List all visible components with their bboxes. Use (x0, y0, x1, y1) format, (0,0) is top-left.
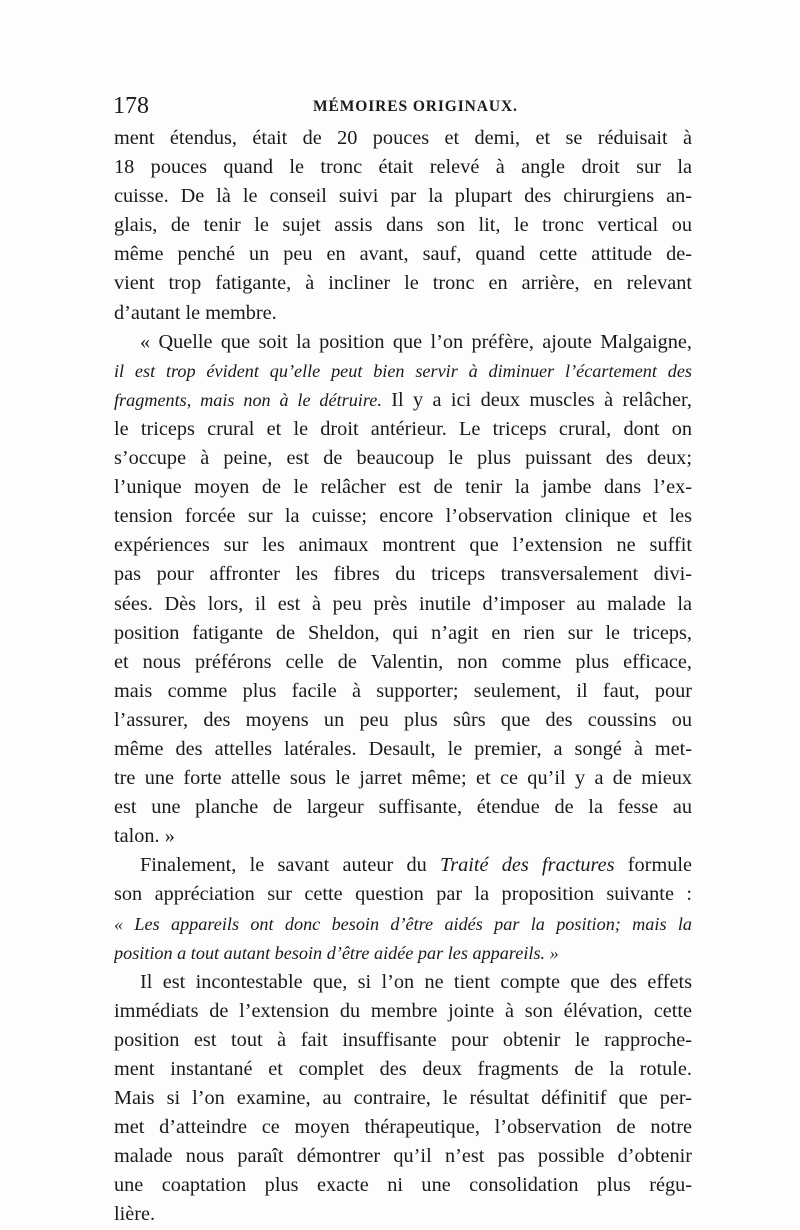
text-line: Il est incontestable que, si l’on ne tient compte que des effets (140, 970, 692, 993)
text-line: glais, de tenir le sujet assis dans son lit, le tronc vertical ou (114, 214, 692, 237)
text-span: Finalement, le savant auteur du (140, 854, 441, 877)
text-line: ment étendus, était de 20 pouces et demi, et se réduisait à (114, 127, 692, 149)
text-line: expériences sur les animaux montrent que l’extension ne suffit (114, 534, 692, 557)
text-line-italic (114, 357, 692, 386)
text-line: immédiats de l’extension du membre jointe à son élévation, cette (114, 999, 692, 1022)
text-line: d’autant le membre. (114, 301, 277, 324)
text-line: « Quelle que soit la position que l’on préfère, ajoute Malgaigne, (140, 330, 692, 353)
text-line: lière. (114, 1203, 156, 1226)
text-line: même des attelles latérales. Desault, le premier, a songé à met- (114, 737, 692, 760)
text-line-italic (114, 910, 692, 939)
text-line: talon. » (114, 825, 175, 848)
text-line: une coaptation plus exacte ni une consolidation plus régu- (114, 1174, 692, 1197)
page-header (113, 93, 696, 121)
text-span: Il y a ici deux muscles à relâcher, (381, 388, 692, 411)
quote-italic: position a tout autant besoin d’être aidée par les appareils. » (114, 942, 559, 963)
text-line: le triceps crural et le droit antérieur. Le triceps crural, dont on (114, 417, 692, 440)
page-number: 178 (113, 93, 149, 119)
text-line: est une planche de largeur suffisante, étendue de la fesse au (114, 796, 692, 819)
text-line: position fatigante de Sheldon, qui n’agit en rien sur le triceps, (114, 621, 692, 644)
text-line: met d’atteindre ce moyen thérapeutique, l’observation de notre (114, 1116, 692, 1139)
text-line: pas pour affronter les fibres du triceps transversalement divi- (114, 563, 692, 586)
text-line: sées. Dès lors, il est à peu près inutile d’imposer au malade la (114, 592, 692, 615)
text-line: et nous préférons celle de Valentin, non comme plus efficace, (114, 650, 692, 673)
text-line: l’assurer, des moyens un peu plus sûrs que des coussins ou (114, 708, 692, 731)
text-line: vient trop fatigante, à incliner le tronc en arrière, en relevant (114, 272, 692, 295)
text-line: l’unique moyen de le relâcher est de tenir la jambe dans l’ex- (114, 476, 692, 499)
text-line: s’occupe à peine, est de beaucoup le plus puissant des deux; (114, 447, 692, 470)
text-line: Mais si l’on examine, au contraire, le résultat définitif que per- (114, 1087, 692, 1110)
quote-italic: « Les appareils ont donc besoin d’être aidés par la position; mais la (114, 913, 692, 934)
text-line: position est tout à fait insuffisante pour obtenir le rapproche- (114, 1028, 692, 1051)
text-line: tension forcée sur la cuisse; encore l’observation clinique et les (114, 505, 692, 528)
book-title-italic: Traité des fractures (440, 854, 615, 877)
text-line: tre une forte attelle sous le jarret même; et ce qu’il y a de mieux (114, 767, 692, 790)
text-line: cuisse. De là le conseil suivi par la plupart des chirurgiens an- (114, 185, 692, 208)
quote-italic: il est trop évident qu’elle peut bien servir à diminuer l’écartement des (114, 360, 692, 381)
text-line: ment instantané et complet des deux fragments de la rotule. (114, 1058, 692, 1080)
text-line: mais comme plus facile à supporter; seulement, il faut, pour (114, 679, 692, 702)
text-line-mixed (114, 851, 692, 880)
text-line: même penché un peu en avant, sauf, quand cette attitude de- (114, 243, 692, 266)
text-line: son appréciation sur cette question par la proposition suivante : (114, 883, 692, 906)
text-line: 18 pouces quand le tronc était relevé à angle droit sur la (114, 156, 692, 179)
running-head: MÉMOIRES ORIGINAUX. (313, 98, 518, 115)
text-line: malade nous paraît démontrer qu’il n’est pas possible d’obtenir (114, 1145, 692, 1168)
quote-italic: fragments, mais non à le détruire. (114, 389, 382, 410)
body-text (114, 124, 692, 1230)
text-line-italic (114, 939, 692, 968)
text-line-mixed (114, 386, 692, 415)
text-span: formule (614, 854, 692, 877)
